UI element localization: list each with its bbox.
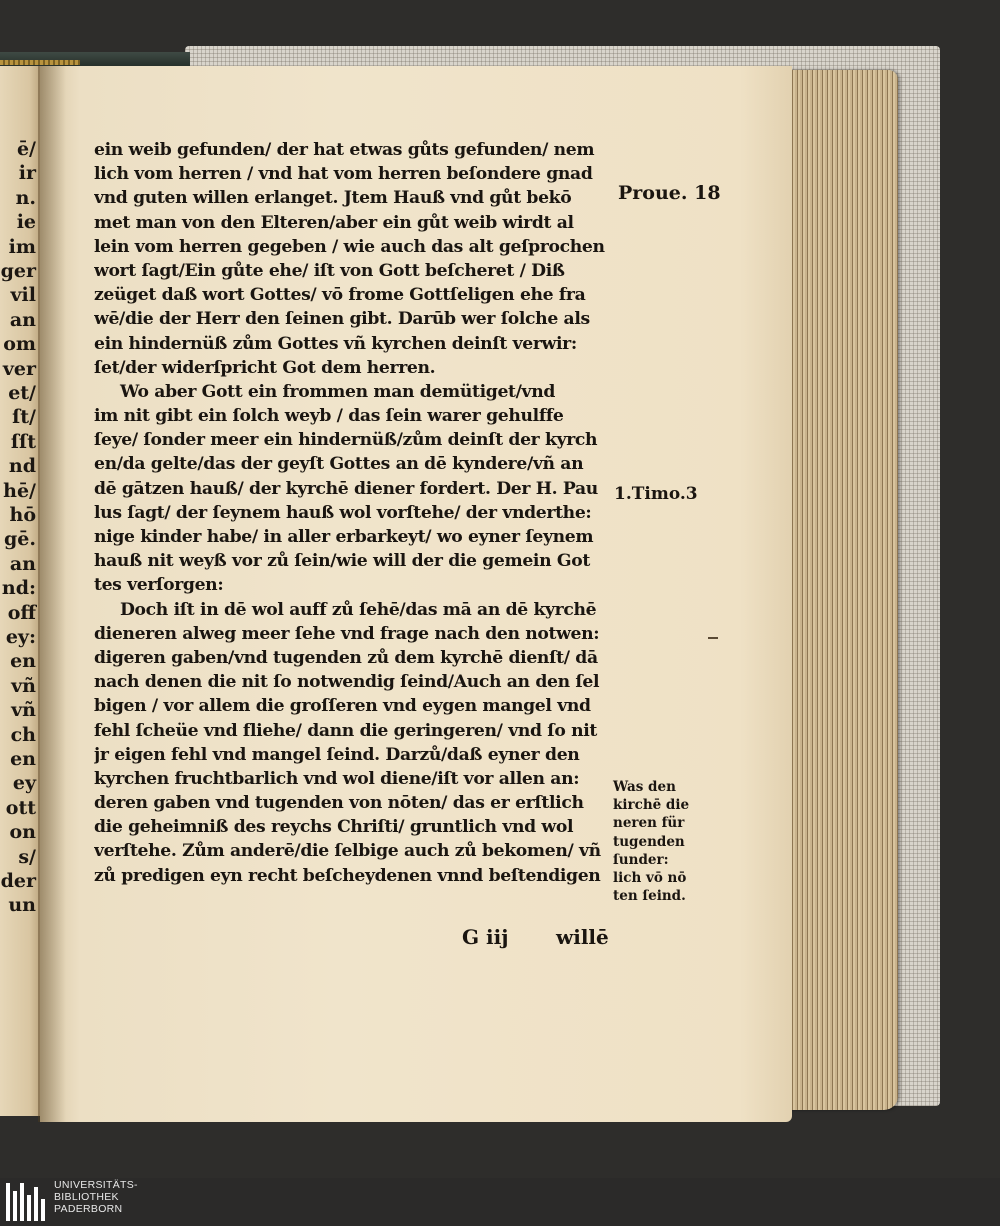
text-line: ſet/der widerſpricht Got dem herren. (94, 357, 436, 378)
left-page-fragment: hō (9, 504, 36, 526)
text-line: ſeye/ ſonder meer ein hindernüß/zům deinſt der kyrch (94, 430, 598, 451)
text-line: zů predigen eyn recht beſcheydenen vnnd beſtendigen (94, 865, 601, 886)
text-line: lich vom herren / vnd hat vom herren beſondere gnad (94, 164, 593, 185)
text-line: hauß nit weyß vor zů ſein/wie will der die gemein Got (94, 551, 590, 572)
left-page-fragment: ir (18, 162, 36, 185)
body-text (94, 138, 614, 888)
left-page-fragment: hē/ (3, 479, 36, 502)
text-line: Wo aber Gott ein frommen man demütiget/vnd (120, 381, 556, 402)
text-line: en/da gelte/das der geyſt Gottes an dē kyndere/vñ an (94, 454, 584, 475)
gilt-edge (0, 60, 80, 65)
left-page-fragment: s/ (18, 845, 36, 868)
left-page-fragment: der (0, 870, 36, 892)
margin-note-line: neren für (613, 815, 685, 832)
left-page-fragment: om (3, 333, 36, 356)
library-name-line3: PADERBORN (54, 1203, 123, 1215)
text-line: jr eigen fehl vnd mangel ſeind. Darzů/daß eyner den (94, 744, 580, 765)
left-page-fragment: ey: (5, 626, 36, 648)
left-page-fragment: en (10, 748, 36, 770)
signature-mark: G iij (462, 925, 509, 949)
footer-bar (0, 1178, 1000, 1226)
text-line: Doch iſt in dē wol auff zů ſehē/das mā an dē kyrchē (120, 599, 597, 620)
text-line: kyrchen fruchtbarlich vnd wol diene/iſt vor allen an: (94, 768, 580, 789)
text-line: vnd guten willen erlanget. Jtem Hauß vnd gůt bekō (94, 188, 572, 209)
left-page-fragment: ſſt (10, 430, 36, 453)
library-logo-icon (4, 1181, 48, 1223)
margin-note-line: ten ſeind. (613, 888, 686, 905)
left-page-fragment: on (9, 821, 36, 844)
text-line: lein vom herren gegeben / wie auch das alt geſprochen (94, 236, 605, 257)
left-page-fragment: ger (0, 260, 36, 282)
left-page-fragment: ey (12, 772, 36, 795)
text-line: met man von den Elteren/aber ein gůt weib wirdt al (94, 212, 574, 233)
text-line: zeüget daß wort Gottes/ vō frome Gottſeligen ehe fra (94, 285, 586, 306)
left-page-fragment: ſt/ (12, 406, 36, 429)
text-line: tes verſorgen: (94, 575, 224, 596)
margin-dash (708, 637, 718, 639)
left-page-fragment: en (10, 650, 36, 673)
left-page-fragment: n. (15, 186, 36, 209)
catchword: willē (556, 925, 609, 949)
library-name-line2: BIBLIOTHEK (54, 1191, 119, 1203)
left-page-fragment: vñ (11, 699, 36, 722)
margin-note-line: ſunder: (613, 851, 669, 868)
left-page-fragment: ch (10, 723, 36, 746)
text-line: wē/die der Herr den ſeinen gibt. Darūb wer ſolche als (94, 309, 590, 330)
text-line: deren gaben vnd tugenden von nōten/ das er erſtlich (94, 793, 584, 814)
text-line: wort ſagt/Ein gůte ehe/ iſt von Gott beſcheret / Diß (94, 260, 565, 281)
left-page-fragment: ie (16, 211, 36, 234)
left-page-fragment: an (9, 552, 36, 575)
left-page-fragment: an (9, 308, 36, 331)
left-page-fragment: nd (8, 455, 36, 478)
text-line: bigen / vor allem die groſſeren vnd eygen mangel vnd (94, 696, 591, 717)
left-page-fragment: im (8, 235, 36, 258)
text-line: nige kinder habe/ in aller erbarkeyt/ wo eyner ſeynem (94, 527, 594, 547)
margin-note-line: kirchē die (613, 797, 690, 814)
left-page-fragment: vñ (11, 674, 36, 697)
text-line: verſtehe. Zům anderē/die ſelbige auch zů bekomen/ vñ (94, 841, 601, 862)
page-stack-edge (780, 70, 898, 1110)
left-page-fragment: vil (10, 284, 36, 307)
library-name-line1: UNIVERSITÄTS- (54, 1179, 138, 1191)
text-line: die geheimniß des reychs Chriſti/ gruntlich vnd wol (94, 817, 574, 838)
margin-note-line: Was den (613, 779, 676, 795)
text-line: ein weib gefunden/ der hat etwas gůts gefunden/ nem (94, 140, 595, 160)
left-page-fragment: ē/ (16, 138, 36, 160)
left-page-fragment: ver (2, 357, 36, 380)
text-line: im nit gibt ein ſolch weyb / das ſein warer gehulffe (94, 406, 564, 427)
margin-note-timothy: 1.Timo.3 (614, 484, 698, 504)
left-page-fragment: nd: (1, 577, 36, 600)
text-line: dē gātzen hauß/ der kyrchē diener fordert. Der H. Pau (94, 478, 598, 499)
text-line: lus ſagt/ der ſeynem hauß wol vorſtehe/ der vnderthe: (94, 502, 592, 523)
margin-note-line: lich vō nō (613, 870, 687, 887)
left-page-fragment: un (8, 894, 36, 917)
margin-note-proverbs: Proue. 18 (618, 182, 721, 204)
text-line: ein hindernüß zům Gottes vñ kyrchen deinſt verwir: (94, 333, 577, 354)
left-page-fragment: et/ (8, 382, 36, 404)
text-line: digeren gaben/vnd tugenden zů dem kyrchē dienſt/ dā (94, 647, 598, 668)
gutter-shadow (38, 66, 66, 1122)
margin-note-block (613, 778, 713, 905)
margin-note-line: tugenden (613, 833, 685, 850)
left-page-fragment: ott (5, 796, 36, 819)
text-line: dieneren alweg meer ſehe vnd frage nach den notwen: (94, 623, 600, 644)
left-page-fragment: off (7, 601, 36, 624)
text-line: fehl ſcheüe vnd fliehe/ dann die geringeren/ vnd ſo nit (94, 720, 597, 741)
text-line: nach denen die nit ſo notwendig ſeind/Auch an den ſel (94, 672, 600, 693)
left-page (0, 66, 42, 1116)
left-page-fragment: gē. (4, 528, 36, 551)
